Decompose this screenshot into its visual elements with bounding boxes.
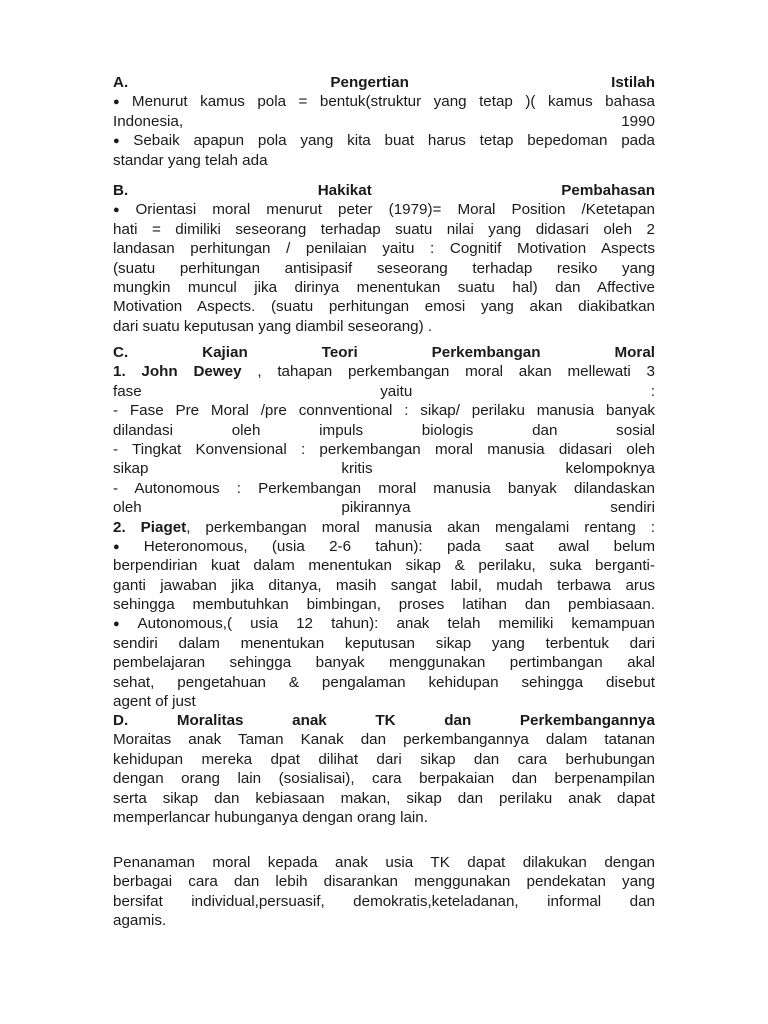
paragraph-line: kehidupan mereka dpat dilihat dari sikap dan cara berhubungan	[113, 750, 655, 768]
paragraph-line: ● Sebaik apapun pola yang kita buat harus tetap bepedoman pada	[113, 132, 655, 150]
paragraph-line: dilandasi oleh impuls biologis dan sosial	[113, 421, 655, 439]
paragraph-line: sehat, pengetahuan & pengalaman kehidupan sehingga disebut	[113, 673, 655, 691]
bullet-icon: ●	[113, 618, 134, 631]
paragraph-line: sikap kritis kelompoknya	[113, 460, 655, 478]
bullet-icon: ●	[113, 96, 128, 109]
section-a-heading: A. Pengertian Istilah	[113, 74, 655, 91]
section-b-heading: B. Hakikat Pembahasan	[113, 182, 655, 199]
paragraph-line: dengan orang lain (sosialisai), cara berpakaian dan berpenampilan	[113, 770, 655, 788]
bullet-icon: ●	[113, 540, 140, 553]
paragraph-line: ● Heteronomous, (usia 2-6 tahun): pada saat awal belum	[113, 537, 655, 555]
paragraph-line: landasan perhitungan / penilaian yaitu : Cognitif Motivation Aspects	[113, 240, 655, 258]
paragraph-line: serta sikap dan kebiasaan makan, sikap dan perilaku anak dapat	[113, 789, 655, 807]
paragraph-line: memperlancar hubunganya dengan orang lain.	[113, 808, 428, 826]
paragraph-line: Moraitas anak Taman Kanak dan perkembangannya dalam tatanan	[113, 731, 655, 749]
paragraph-line: ● Menurut kamus pola = bentuk(struktur yang tetap )( kamus bahasa	[113, 93, 655, 111]
closing-paragraph	[113, 853, 655, 931]
paragraph-line: bersifat individual,persuasif, demokratis,keteladanan, informal dan	[113, 892, 655, 910]
bullet-icon: ●	[113, 135, 130, 148]
paragraph-line: - Fase Pre Moral /pre connventional : sikap/ perilaku manusia banyak	[113, 402, 655, 420]
section-d-heading: D. Moralitas anak TK dan Perkembangannya	[113, 712, 655, 729]
section-c	[113, 343, 655, 711]
paragraph-line: hati = dimiliki seseorang terhadap suatu nilai yang didasari oleh 2	[113, 220, 655, 238]
paragraph-line: Penanaman moral kepada anak usia TK dapat dilakukan dengan	[113, 854, 655, 871]
paragraph-line: fase yaitu :	[113, 382, 655, 400]
paragraph-line: oleh pikirannya sendiri	[113, 499, 655, 517]
paragraph-line: Indonesia, 1990	[113, 112, 655, 130]
paragraph-line: (suatu perhitungan antisipasif seseorang terhadap resiko yang	[113, 259, 655, 277]
paragraph-line: berpendirian kuat dalam menentukan sikap & perilaku, suka berganti-	[113, 557, 655, 575]
paragraph-line: ● Orientasi moral menurut peter (1979)= Moral Position /Ketetapan	[113, 201, 655, 219]
paragraph-line: pembelajaran sehingga banyak menggunakan pertimbangan akal	[113, 654, 655, 672]
paragraph-line: 1. John Dewey , tahapan perkembangan moral akan mellewati 3	[113, 363, 655, 381]
paragraph-line: 2. Piaget, perkembangan moral manusia akan mengalami rentang :	[113, 518, 655, 536]
paragraph-line: sehingga membutuhkan bimbingan, proses latihan dan pembiasaan.	[113, 596, 655, 614]
paragraph-line: mungkin muncul jika dirinya menentukan suatu hal) dan Affective	[113, 278, 655, 296]
section-c-heading: C. Kajian Teori Perkembangan Moral	[113, 344, 655, 361]
paragraph-line: dari suatu keputusan yang diambil seseorang) .	[113, 317, 433, 335]
paragraph-line: agent of just	[113, 693, 196, 711]
section-b	[113, 181, 655, 336]
paragraph-line: Motivation Aspects. (suatu perhitungan emosi yang akan diakibatkan	[113, 298, 655, 316]
paragraph-line: ● Autonomous,( usia 12 tahun): anak telah memiliki kemampuan	[113, 615, 655, 633]
bullet-icon: ●	[113, 204, 132, 217]
paragraph-line: agamis.	[113, 912, 167, 930]
paragraph-line: - Autonomous : Perkembangan moral manusia banyak dilandaskan	[113, 479, 655, 497]
section-d	[113, 711, 655, 827]
paragraph-line: sendiri dalam menentukan keputusan sikap yang terbentuk dari	[113, 634, 655, 652]
section-a	[113, 73, 655, 170]
paragraph-line: ganti jawaban jika ditanya, masih sangat labil, mudah terbawa arus	[113, 576, 655, 594]
paragraph-line: berbagai cara dan lebih disarankan menggunakan pendekatan yang	[113, 873, 655, 891]
paragraph-line: standar yang telah ada	[113, 151, 268, 169]
paragraph-line: - Tingkat Konvensional : perkembangan moral manusia didasari oleh	[113, 440, 655, 458]
